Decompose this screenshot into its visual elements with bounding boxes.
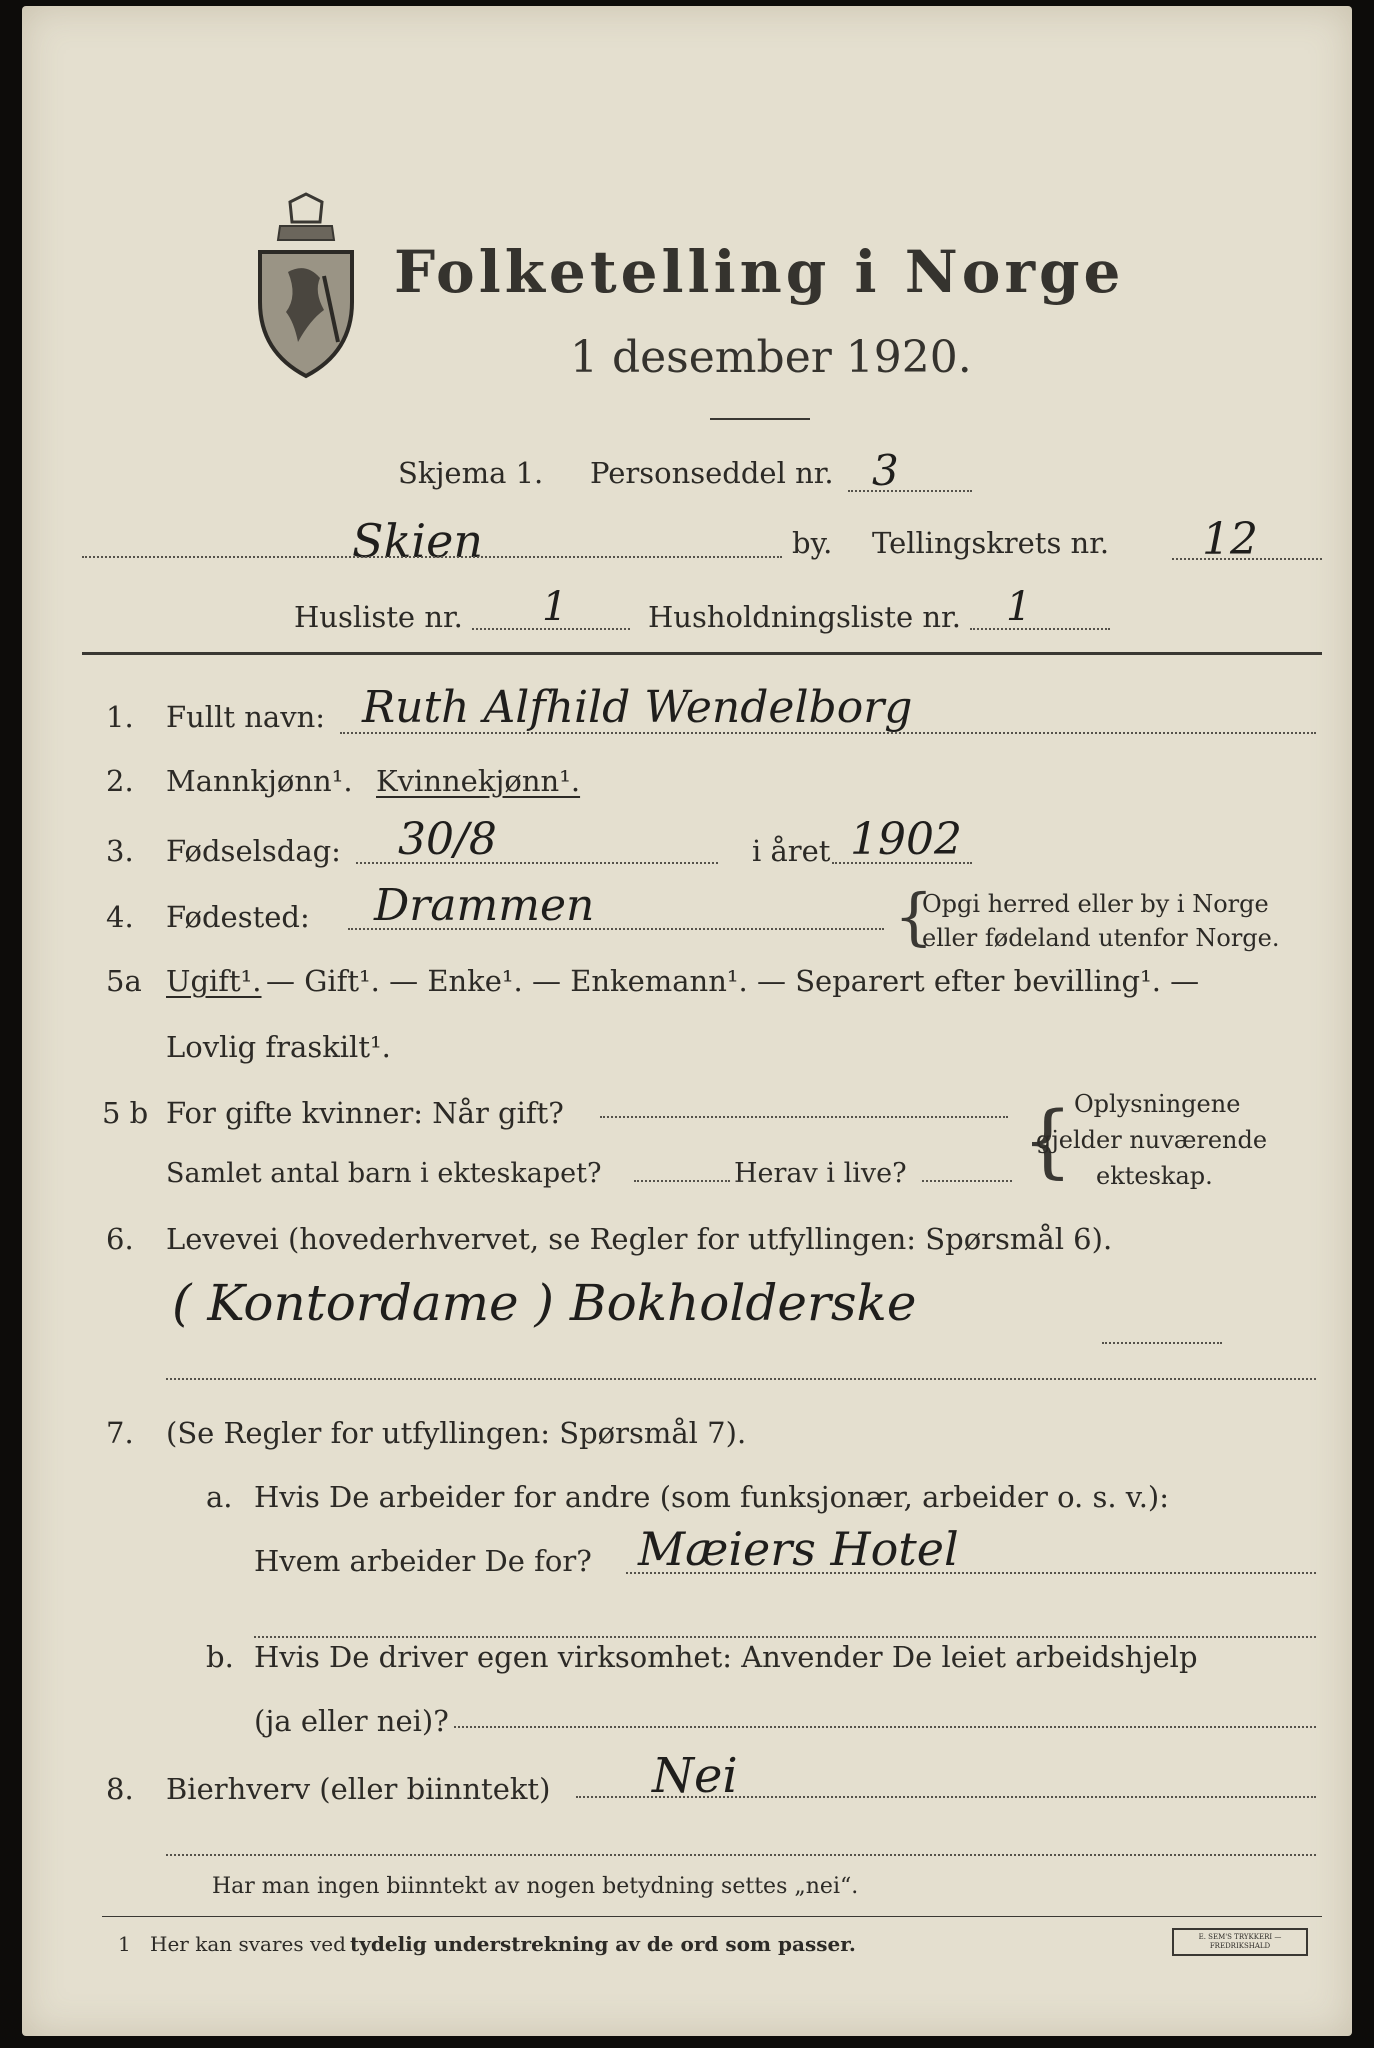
q6-label: Levevei (hovederhvervet, se Regler for utfyllingen: Spørsmål 6). [166, 1222, 1113, 1256]
side-income-field[interactable]: Nei [652, 1748, 738, 1804]
husliste-label: Husliste nr. [294, 600, 463, 634]
footnote-bold: tydelig understrekning av de ord som passer. [350, 1932, 856, 1956]
q7b-question: (ja eller nei)? [254, 1704, 449, 1738]
coat-of-arms-icon [250, 192, 362, 382]
children-alive-label: Herav i live? [734, 1158, 907, 1189]
birthdate-field[interactable]: 30/8 [398, 814, 497, 865]
marital-option-ugift[interactable]: Ugift¹. [166, 964, 262, 998]
q7-number: 7. [106, 1416, 134, 1450]
personseddel-value[interactable]: 3 [872, 446, 899, 495]
birth-year-field[interactable]: 1902 [850, 814, 962, 865]
employer-field[interactable]: Mæiers Hotel [638, 1522, 959, 1576]
q1-label: Fullt navn: [166, 700, 326, 734]
city-value[interactable]: Skien [352, 514, 483, 568]
children-total-label: Samlet antal barn i ekteskapet? [166, 1158, 602, 1189]
year-label: i året [752, 834, 831, 868]
marital-options-rest[interactable]: — Gift¹. — Enke¹. — Enkemann¹. — Separert efter bevilling¹. — [266, 964, 1200, 998]
footer-note: Har man ingen biinntekt av nogen betydning settes „nei“. [212, 1874, 859, 1899]
census-date: 1 desember 1920. [570, 332, 972, 383]
q5b-bracket: { [1022, 1094, 1073, 1187]
section-divider [82, 652, 1322, 655]
tellingskrets-label: Tellingskrets nr. [872, 526, 1110, 560]
children-alive-field[interactable] [922, 1180, 1012, 1182]
q7-label: (Se Regler for utfyllingen: Spørsmål 7). [166, 1416, 747, 1450]
q5b-note-line2: gjelder nuværende [1036, 1126, 1268, 1154]
form-title: Folketelling i Norge [394, 238, 1125, 306]
sex-option-male[interactable]: Mannkjønn¹. [166, 764, 353, 798]
q4-bracket: { [894, 880, 934, 953]
q5a-number: 5a [106, 964, 142, 998]
q4-number: 4. [106, 900, 134, 934]
q5b-label: For gifte kvinner: Når gift? [166, 1096, 564, 1130]
footnote-text: Her kan svares ved [150, 1932, 346, 1956]
tellingskrets-value[interactable]: 12 [1202, 514, 1258, 565]
married-when-field[interactable] [600, 1116, 1008, 1118]
q8-label: Bierhverv (eller biinntekt) [166, 1772, 551, 1806]
q4-note-line1: Opgi herred eller by i Norge [922, 890, 1269, 918]
q2-number: 2. [106, 764, 134, 798]
census-form-sheet [22, 6, 1352, 2036]
q6-number: 6. [106, 1222, 134, 1256]
q4-label: Fødested: [166, 900, 310, 934]
full-name-field[interactable]: Ruth Alfhild Wendelborg [362, 682, 913, 733]
q8-number: 8. [106, 1772, 134, 1806]
husliste-value[interactable]: 1 [542, 584, 568, 630]
q7a-question: Hvem arbeider De for? [254, 1544, 592, 1578]
q5b-note-line3: ekteskap. [1096, 1162, 1213, 1190]
marital-option-fraskilt[interactable]: Lovlig fraskilt¹. [166, 1030, 391, 1064]
husholdning-value[interactable]: 1 [1006, 584, 1032, 630]
q5b-number: 5 b [102, 1096, 149, 1130]
q1-number: 1. [106, 700, 134, 734]
city-suffix: by. [792, 526, 833, 560]
skjema-label: Skjema 1. [398, 456, 544, 490]
hired-help-field[interactable] [454, 1726, 1316, 1728]
printer-stamp: E. SEM'S TRYKKERI — FREDRIKSHALD [1172, 1928, 1308, 1956]
children-total-field[interactable] [634, 1180, 730, 1182]
personseddel-label: Personseddel nr. [590, 456, 834, 490]
q7a-letter: a. [206, 1480, 233, 1514]
occupation-field[interactable]: ( Kontordame ) Bokholderske [172, 1274, 917, 1332]
q7a-text: Hvis De arbeider for andre (som funksjonær, arbeider o. s. v.): [254, 1480, 1170, 1514]
q3-label: Fødselsdag: [166, 834, 341, 868]
header-divider [710, 418, 810, 420]
q7b-letter: b. [206, 1640, 234, 1674]
husholdning-label: Husholdningsliste nr. [648, 600, 961, 634]
q7b-text: Hvis De driver egen virksomhet: Anvender De leiet arbeidshjelp [254, 1640, 1198, 1674]
footnote-mark: 1 [118, 1932, 131, 1956]
q4-note-line2: eller fødeland utenfor Norge. [922, 924, 1280, 952]
q5b-note-line1: Oplysningene [1074, 1090, 1241, 1118]
q3-number: 3. [106, 834, 134, 868]
birthplace-field[interactable]: Drammen [374, 880, 595, 931]
sex-option-female[interactable]: Kvinnekjønn¹. [376, 764, 581, 798]
